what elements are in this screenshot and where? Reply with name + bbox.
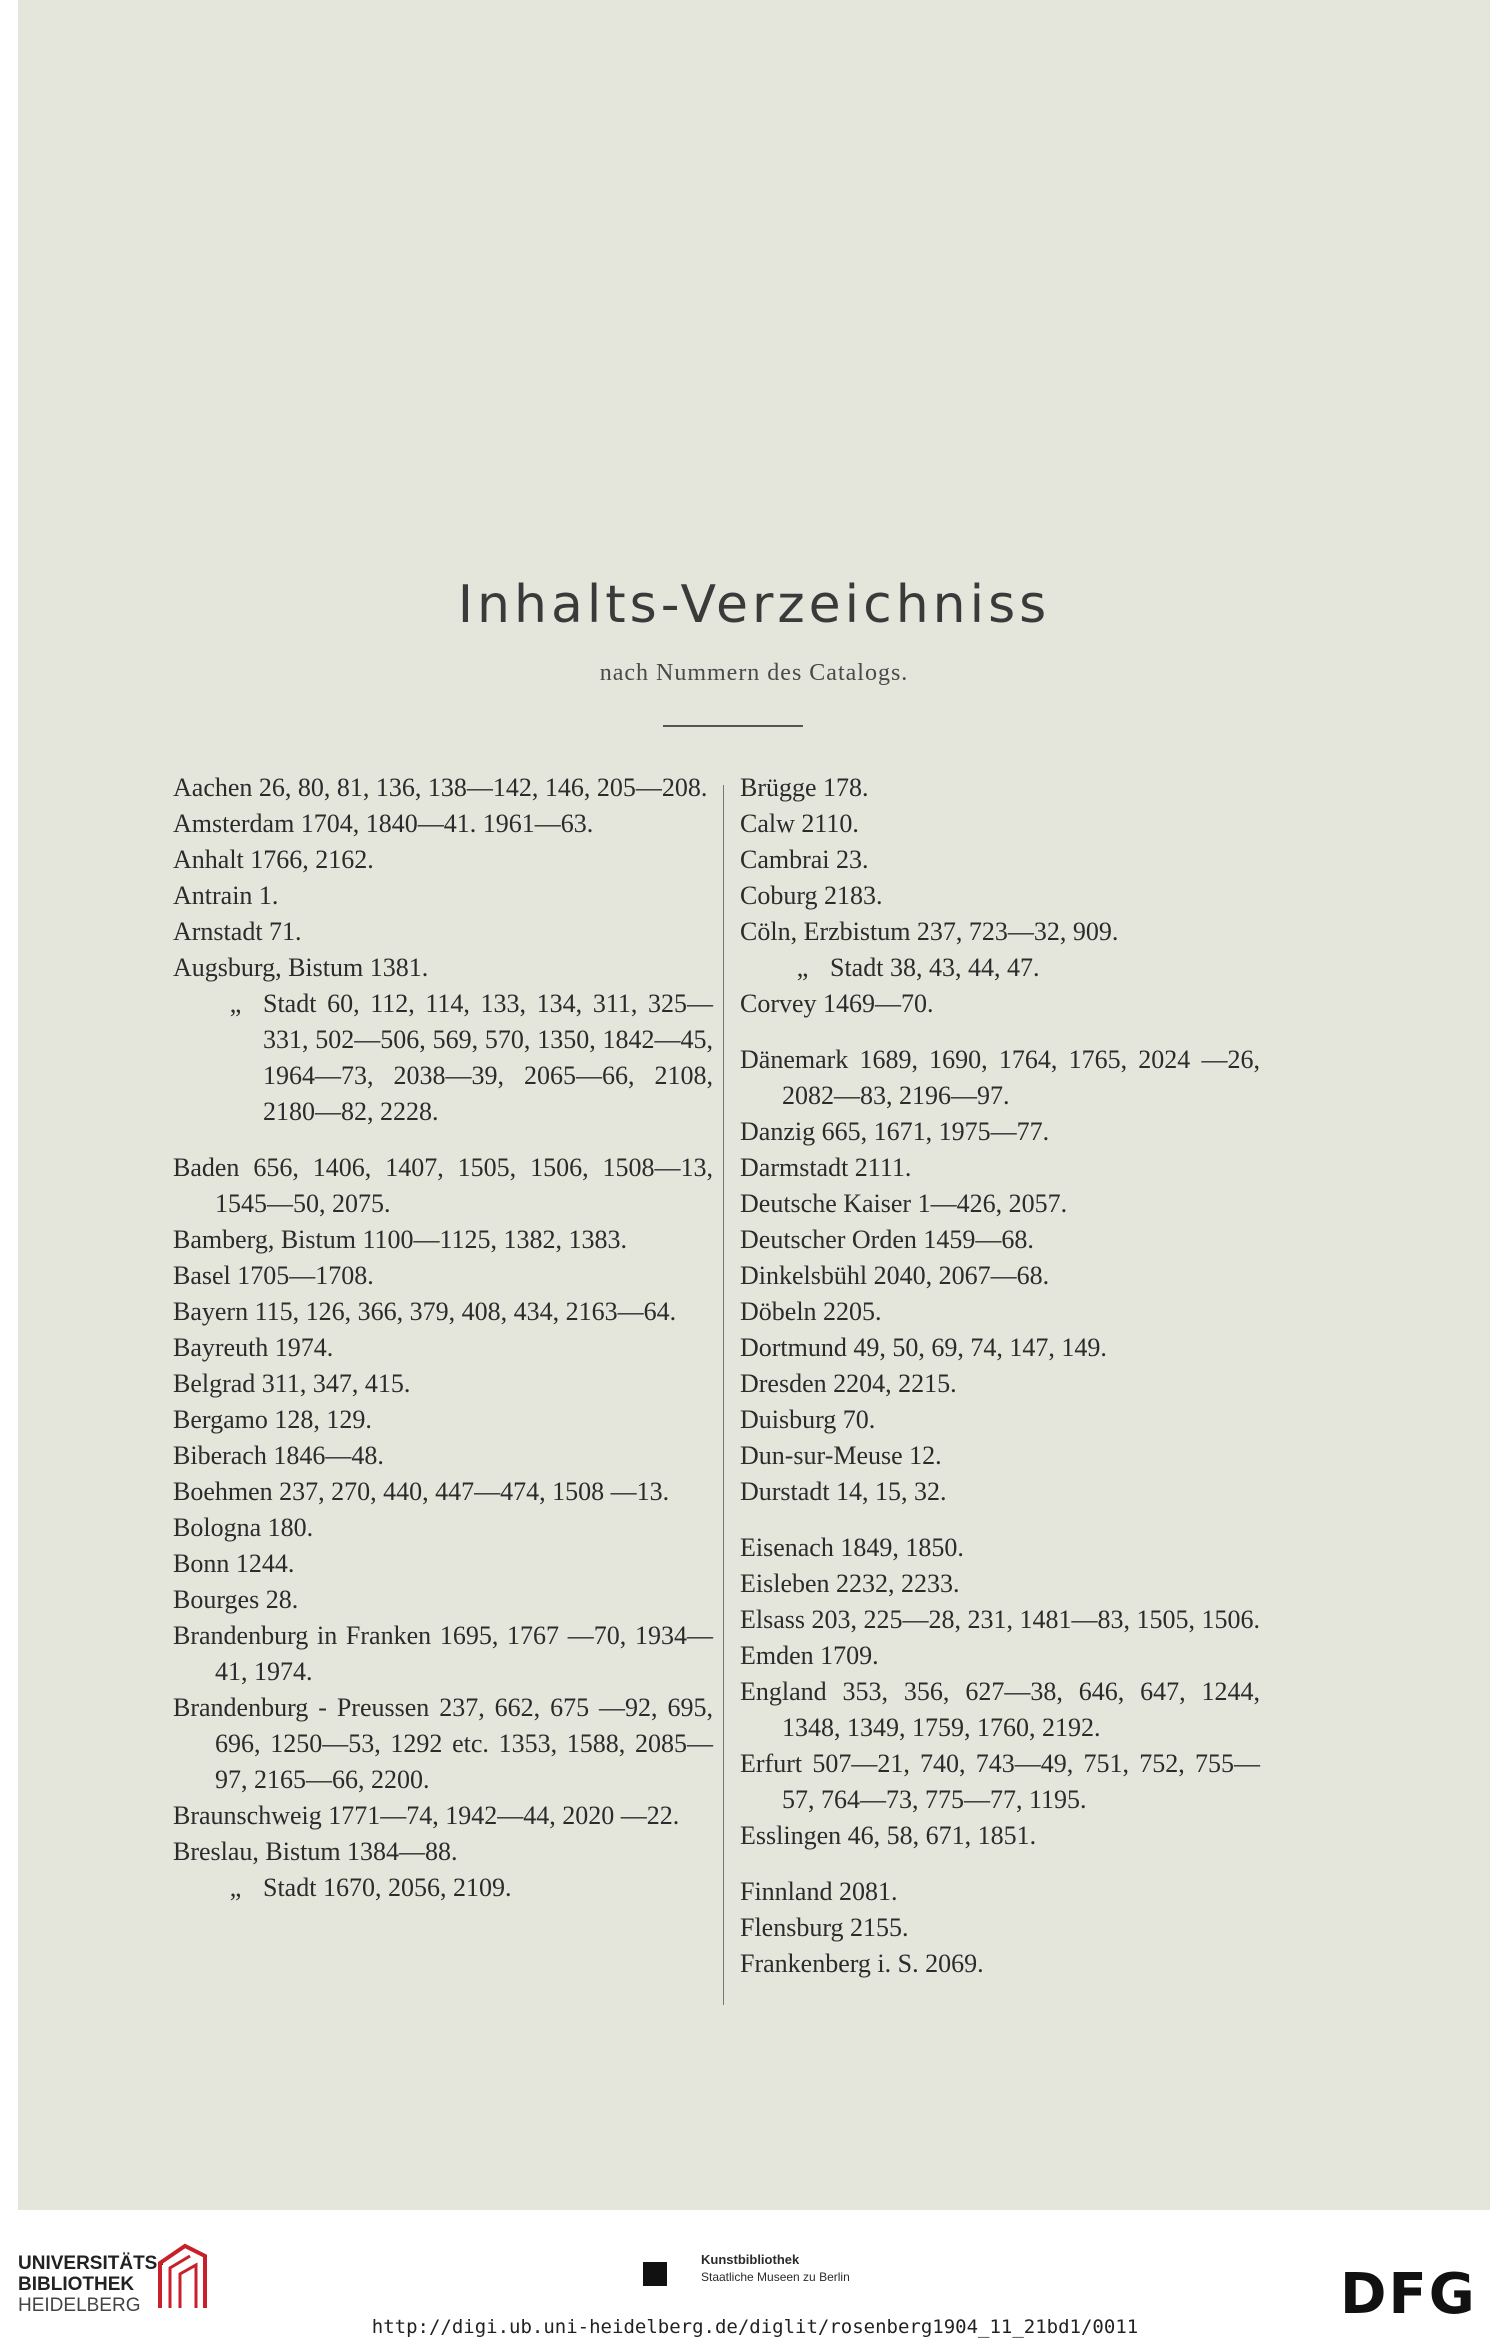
index-entry-text: Erfurt 507—21, 740, 743—49, 751, 752, 755—57, 764—73, 775—77, 1195. xyxy=(740,1749,1260,1814)
index-entry xyxy=(173,1870,713,1906)
index-entry-text: Aachen 26, 80, 81, 136, 138—142, 146, 205—208. xyxy=(173,773,708,802)
index-entry xyxy=(173,1834,713,1870)
index-entry xyxy=(740,1910,1260,1946)
title-rule xyxy=(663,725,803,727)
index-entry-text: Stadt 1670, 2056, 2109. xyxy=(263,1873,512,1902)
index-entry-text: Dinkelsbühl 2040, 2067—68. xyxy=(740,1261,1050,1290)
page-title: Inhalts-Verzeichniss xyxy=(457,575,1051,635)
index-entry-text: Boehmen 237, 270, 440, 447—474, 1508 —13. xyxy=(173,1477,670,1506)
index-entry xyxy=(173,1294,713,1330)
index-entry-text: Eisleben 2232, 2233. xyxy=(740,1569,960,1598)
index-entry-text: Stadt 38, 43, 44, 47. xyxy=(830,953,1040,982)
index-entry-text: Belgrad 311, 347, 415. xyxy=(173,1369,411,1398)
index-entry xyxy=(173,842,713,878)
index-entry xyxy=(740,1474,1260,1510)
footer xyxy=(0,2210,1510,2340)
index-entry-text: Danzig 665, 1671, 1975—77. xyxy=(740,1117,1050,1146)
index-entry-text: Bologna 180. xyxy=(173,1513,314,1542)
index-entry-text: Esslingen 46, 58, 671, 1851. xyxy=(740,1821,1037,1850)
index-entry xyxy=(740,914,1260,950)
index-entry xyxy=(740,1114,1260,1150)
index-entry xyxy=(740,1366,1260,1402)
index-entry xyxy=(740,1402,1260,1438)
index-entry-text: Dresden 2204, 2215. xyxy=(740,1369,957,1398)
index-entry-text: Biberach 1846—48. xyxy=(173,1441,384,1470)
index-entry xyxy=(173,1366,713,1402)
index-entry-text: Bourges 28. xyxy=(173,1585,299,1614)
index-entry xyxy=(740,1150,1260,1186)
column-divider xyxy=(723,785,724,2005)
index-entry xyxy=(173,1618,713,1690)
index-entry xyxy=(740,1186,1260,1222)
index-entry xyxy=(173,770,713,806)
index-entry xyxy=(173,1690,713,1798)
kunstbibliothek-mark-icon xyxy=(643,2262,667,2286)
library-name-line3: HEIDELBERG xyxy=(18,2295,141,2316)
index-entry-text: Baden 656, 1406, 1407, 1505, 1506, 1508—13, 1545—50, 2075. xyxy=(173,1153,713,1218)
index-entry-text: England 353, 356, 627—38, 646, 647, 1244, 1348, 1349, 1759, 1760, 2192. xyxy=(740,1677,1260,1742)
index-entry xyxy=(173,1474,713,1510)
index-entry-text: Breslau, Bistum 1384—88. xyxy=(173,1837,458,1866)
index-entry xyxy=(173,1510,713,1546)
index-entry-text: Bergamo 128, 129. xyxy=(173,1405,372,1434)
index-entry xyxy=(740,1042,1260,1114)
index-entry xyxy=(740,1674,1260,1746)
index-entry xyxy=(740,1566,1260,1602)
index-entry xyxy=(740,1258,1260,1294)
index-entry-text: Cöln, Erzbistum 237, 723—32, 909. xyxy=(740,917,1119,946)
index-entry xyxy=(173,1582,713,1618)
ditto-mark: „ xyxy=(796,953,809,982)
index-entry xyxy=(740,1638,1260,1674)
index-entry-text: Bayreuth 1974. xyxy=(173,1333,334,1362)
index-entry-text: Coburg 2183. xyxy=(740,881,883,910)
index-entry-text: Amsterdam 1704, 1840—41. 1961—63. xyxy=(173,809,594,838)
index-entry-text: Brandenburg in Franken 1695, 1767 —70, 1934—41, 1974. xyxy=(173,1621,713,1686)
index-entry-text: Basel 1705—1708. xyxy=(173,1261,374,1290)
index-entry xyxy=(173,986,713,1130)
index-entry xyxy=(173,1546,713,1582)
index-entry-text: Eisenach 1849, 1850. xyxy=(740,1533,964,1562)
index-entry-text: Augsburg, Bistum 1381. xyxy=(173,953,429,982)
library-name-line2: BIBLIOTHEK xyxy=(18,2274,135,2295)
index-entry-text: Dortmund 49, 50, 69, 74, 147, 149. xyxy=(740,1333,1107,1362)
index-entry-text: Durstadt 14, 15, 32. xyxy=(740,1477,947,1506)
index-column-right xyxy=(740,770,1260,1982)
source-url[interactable]: http://digi.ub.uni-heidelberg.de/diglit/rosenberg1904_11_21bd1/0011 xyxy=(371,2316,1139,2338)
index-entry-text: Frankenberg i. S. 2069. xyxy=(740,1949,984,1978)
index-entry xyxy=(740,878,1260,914)
index-entry xyxy=(173,1150,713,1222)
index-entry-text: Antrain 1. xyxy=(173,881,279,910)
index-entry-text: Emden 1709. xyxy=(740,1641,879,1670)
index-entry-text: Brandenburg - Preussen 237, 662, 675 —92, 695, 696, 1250—53, 1292 etc. 1353, 1588, 2085—97, 2165—66, 2200. xyxy=(173,1693,713,1794)
index-entry-text: Bayern 115, 126, 366, 379, 408, 434, 2163—64. xyxy=(173,1297,677,1326)
index-entry-text: Darmstadt 2111. xyxy=(740,1153,912,1182)
index-entry-text: Duisburg 70. xyxy=(740,1405,876,1434)
ditto-mark: „ xyxy=(229,989,242,1018)
index-entry-text: Bamberg, Bistum 1100—1125, 1382, 1383. xyxy=(173,1225,628,1254)
index-entry xyxy=(740,806,1260,842)
heidelberg-library-logo[interactable] xyxy=(18,2253,164,2316)
index-entry-text: Calw 2110. xyxy=(740,809,859,838)
index-entry xyxy=(740,1530,1260,1566)
index-entry xyxy=(173,1258,713,1294)
index-entry xyxy=(173,914,713,950)
index-entry-text: Braunschweig 1771—74, 1942—44, 2020 —22. xyxy=(173,1801,680,1830)
ditto-mark: „ xyxy=(229,1873,242,1902)
index-entry-text: Arnstadt 71. xyxy=(173,917,302,946)
index-entry-text: Deutsche Kaiser 1—426, 2057. xyxy=(740,1189,1068,1218)
index-entry xyxy=(173,878,713,914)
index-column-left xyxy=(173,770,713,1906)
index-entry-text: Cambrai 23. xyxy=(740,845,869,874)
scanned-page xyxy=(18,0,1490,2210)
index-entry xyxy=(173,1798,713,1834)
index-entry xyxy=(740,1818,1260,1854)
index-entry xyxy=(740,950,1260,986)
index-entry-text: Stadt 60, 112, 114, 133, 134, 311, 325—331, 502—506, 569, 570, 1350, 1842—45, 1964—73, 2038—39, 2065—66, 2108, 2180—82, 2228. xyxy=(263,989,713,1126)
kunstbibliothek-title: Kunstbibliothek xyxy=(701,2252,800,2267)
dfg-logo[interactable]: DFG xyxy=(1340,2262,1477,2327)
index-entry-text: Finnland 2081. xyxy=(740,1877,898,1906)
index-entry-text: Corvey 1469—70. xyxy=(740,989,934,1018)
library-name-line1: UNIVERSITÄTS- xyxy=(18,2253,164,2274)
index-entry xyxy=(740,1438,1260,1474)
index-entry xyxy=(173,1222,713,1258)
index-entry-text: Brügge 178. xyxy=(740,773,869,802)
index-entry xyxy=(740,986,1260,1022)
page-subtitle: nach Nummern des Catalogs. xyxy=(599,660,909,686)
index-entry-text: Flensburg 2155. xyxy=(740,1913,909,1942)
index-entry xyxy=(740,770,1260,806)
index-entry xyxy=(173,806,713,842)
index-entry xyxy=(173,950,713,986)
index-entry xyxy=(740,1874,1260,1910)
index-entry-text: Döbeln 2205. xyxy=(740,1297,882,1326)
index-entry xyxy=(173,1402,713,1438)
index-entry-text: Dänemark 1689, 1690, 1764, 1765, 2024 —26, 2082—83, 2196—97. xyxy=(740,1045,1260,1110)
index-entry-text: Deutscher Orden 1459—68. xyxy=(740,1225,1034,1254)
index-entry xyxy=(740,1746,1260,1818)
index-entry xyxy=(173,1438,713,1474)
index-entry xyxy=(173,1330,713,1366)
index-entry xyxy=(740,1330,1260,1366)
index-entry xyxy=(740,1946,1260,1982)
index-entry xyxy=(740,1602,1260,1638)
kunstbibliothek-subtitle: Staatliche Museen zu Berlin xyxy=(701,2270,850,2284)
library-emblem-icon xyxy=(150,2238,210,2318)
index-entry-text: Elsass 203, 225—28, 231, 1481—83, 1505, 1506. xyxy=(740,1605,1260,1634)
index-entry-text: Anhalt 1766, 2162. xyxy=(173,845,374,874)
index-entry xyxy=(740,842,1260,878)
index-entry-text: Dun-sur-Meuse 12. xyxy=(740,1441,942,1470)
index-entry-text: Bonn 1244. xyxy=(173,1549,295,1578)
index-entry xyxy=(740,1294,1260,1330)
index-entry xyxy=(740,1222,1260,1258)
